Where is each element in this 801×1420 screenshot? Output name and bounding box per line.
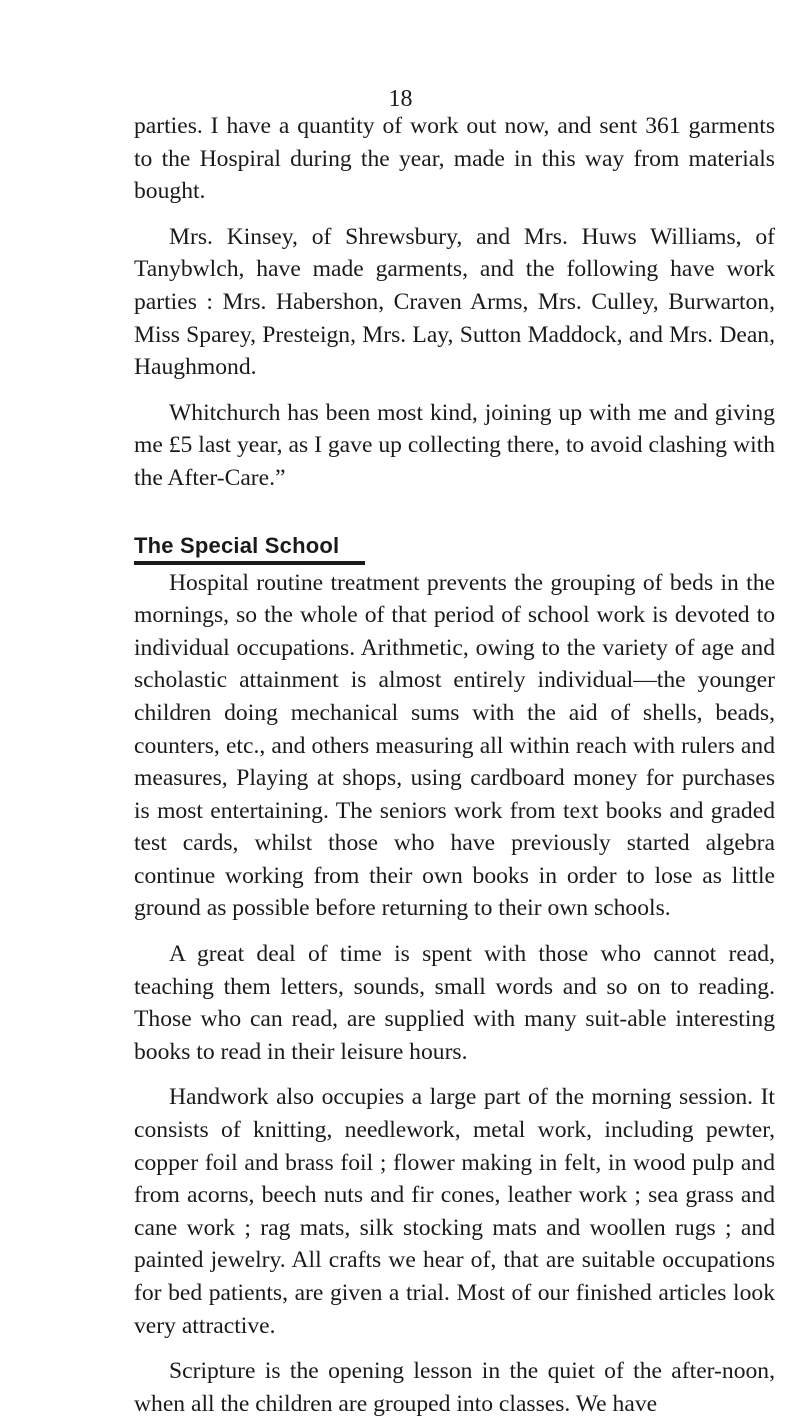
- paragraph-hospital-routine: Hospital routine treatment prevents the grouping of beds in the mornings, so the whole of that period of school work is devoted to individual occupations. Arithmetic, owing to the variety of age and scholastic attainment is almost entirely individual—the younger children doing mechanical sums with the aid of shells, beads, counters, etc., and others measuring all within reach with rulers and measures, Playing at shops, using cardboard money for purchases is most entertaining. The seniors work from text books and graded test cards, whilst those who have previously started algebra continue working from their own books in order to lose as little ground as possible before returning to their own schools.: [134, 569, 775, 922]
- page-body: [134, 110, 775, 1420]
- paragraph-parties: parties. I have a quantity of work out now, and sent 361 garments to the Hospiral during the year, made in this way from materials bought.: [134, 113, 775, 205]
- heading-underline: [134, 561, 365, 565]
- paragraph-whitchurch: Whitchurch has been most kind, joining up with me and giving me £5 last year, as I gave up collecting there, to avoid clashing with the After-Care.”: [134, 399, 775, 491]
- section-heading: The Special School: [134, 532, 340, 558]
- paragraph-reading: A great deal of time is spent with those who cannot read, teaching them letters, sounds, small words and so on to reading. Those who can read, are supplied with many suit-able interesting books to read in their leisure hours.: [134, 941, 775, 1065]
- paragraph-handwork: Handwork also occupies a large part of the morning session. It consists of knitting, needlework, metal work, including pewter, copper foil and brass foil ; flower making in felt, in wood pulp and from acorns, beech nuts and fir cones, leather work ; sea grass and cane work ; rag mats, silk stocking mats and woollen rugs ; and painted jewelry. All crafts we hear of, that are suitable occupations for bed patients, are given a trial. Most of our finished articles look very attractive.: [134, 1084, 775, 1339]
- page-number: 18: [388, 86, 413, 112]
- paragraph-work-parties: Mrs. Kinsey, of Shrewsbury, and Mrs. Huws Williams, of Tanybwlch, have made garments, and the following have work parties : Mrs. Habershon, Craven Arms, Mrs. Culley, Burwarton, Miss Sparey, Presteign, Mrs. Lay, Sutton Maddock, and Mrs. Dean, Haughmond.: [134, 223, 775, 381]
- paragraph-scripture: Scripture is the opening lesson in the quiet of the after-noon, when all the children are grouped into classes. We have: [134, 1358, 775, 1417]
